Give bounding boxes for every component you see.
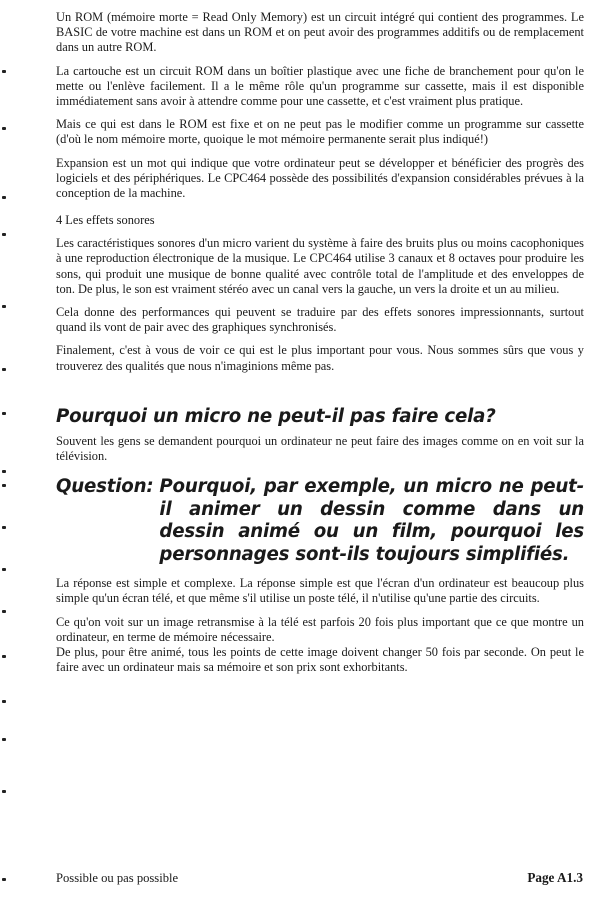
margin-mark — [2, 878, 6, 881]
margin-mark — [2, 526, 6, 529]
margin-mark — [2, 196, 6, 199]
paragraph-rom-definition: Un ROM (mémoire morte = Read Only Memory) est un circuit intégré qui contient des programmes. Le BASIC de votre machine est dans un ROM et on peut avoir des programmes additifs ou de remplacement dans un autre ROM. — [56, 10, 584, 55]
paragraph-answer-simple: La réponse est simple et complexe. La réponse simple est que l'écran d'un ordinateur est beaucoup plus simple qu'un écran télé, et que même s'il utilise un poste télé, il n'utilise qu'une partie des circuits. — [56, 576, 584, 606]
paragraph-sound-performance: Cela donne des performances qui peuvent se traduire par des effets sonores impressionnants, surtout quand ils vont de pair avec des graphiques synchronisés. — [56, 305, 584, 335]
margin-mark — [2, 790, 6, 793]
paragraph-conclusion: Finalement, c'est à vous de voir ce qui est le plus important pour vous. Nous sommes sûrs que vous y trouverez des qualités que nous n'imaginions même pas. — [56, 343, 584, 373]
margin-mark — [2, 70, 6, 73]
margin-mark — [2, 568, 6, 571]
question-label: Question: — [56, 476, 154, 498]
margin-mark — [2, 470, 6, 473]
margin-mark — [2, 484, 6, 487]
paragraph-answer-memory: Ce qu'on voit sur un image retransmise à la télé est parfois 20 fois plus important que ce que montre un ordinateur, en terme de mémoire nécessaire. — [56, 614, 584, 644]
paragraph-intro: Souvent les gens se demandent pourquoi un ordinateur ne peut faire des images comme on en voit sur la télévision. — [56, 433, 584, 464]
section-heading: Pourquoi un micro ne peut-il pas faire cela? — [56, 405, 496, 427]
question-text: Pourquoi, par exemple, un micro ne peut-il animer un dessin comme dans un dessin animé ou un film, pourquoi les personnages sont-ils toujours simplifiés. — [159, 476, 584, 565]
document-page — [56, 10, 584, 683]
paragraph-cartridge: La cartouche est un circuit ROM dans un boîtier plastique avec une fiche de branchement pour qu'on le mette ou l'enlève facilement. Il a le même rôle qu'un programme sur cassette, mais il est disponible immédiatement sans avoir à attendre comme pour une cassette, et c'est vraiment plus pratique. — [56, 63, 584, 109]
footer-page-number: Page A1.3 — [527, 870, 583, 885]
margin-mark — [2, 655, 6, 658]
margin-mark — [2, 368, 6, 371]
margin-mark — [2, 412, 6, 415]
binding-margin-marks — [0, 0, 12, 900]
paragraph-answer-animation: De plus, pour être animé, tous les points de cette image doivent changer 50 fois par seconde. On peut le faire avec un ordinateur mais sa mémoire et son prix sont exhorbitants. — [56, 645, 584, 675]
margin-mark — [2, 127, 6, 130]
paragraph-expansion: Expansion est un mot qui indique que votre ordinateur peut se développer et bénéficier des progrès des logiciels et des périphériques. Le CPC464 possède des possibilités d'expansion considérables prévues à la conception de la machine. — [56, 155, 584, 201]
margin-mark — [2, 610, 6, 613]
margin-mark — [2, 305, 6, 308]
question-block — [56, 476, 584, 566]
paragraph-sound-characteristics: Les caractéristiques sonores d'un micro varient du système à faire des bruits plus ou moins cacophoniques à une reproduction électronique de la musique. Le CPC464 utilise 3 canaux et 8 octaves pour produire les sons, qui produit une musique de bonne qualité avec contrôle total de l'amplitude et des enveloppes de ton. De plus, le son est vraiment stéréo avec un canal vers la gauche, un vers la droite et un au milieu. — [56, 236, 584, 296]
margin-mark — [2, 700, 6, 703]
margin-mark — [2, 738, 6, 741]
page-footer — [56, 870, 583, 886]
footer-section-title: Possible ou pas possible — [56, 871, 179, 885]
paragraph-rom-fixed: Mais ce qui est dans le ROM est fixe et on ne peut pas le modifier comme un programme sur cassette (d'où le nom mémoire morte, quoique le mot mémoire permanente serait plus indiqué!) — [56, 117, 584, 147]
margin-mark — [2, 233, 6, 236]
section-subheading: 4 Les effets sonores — [56, 213, 155, 228]
